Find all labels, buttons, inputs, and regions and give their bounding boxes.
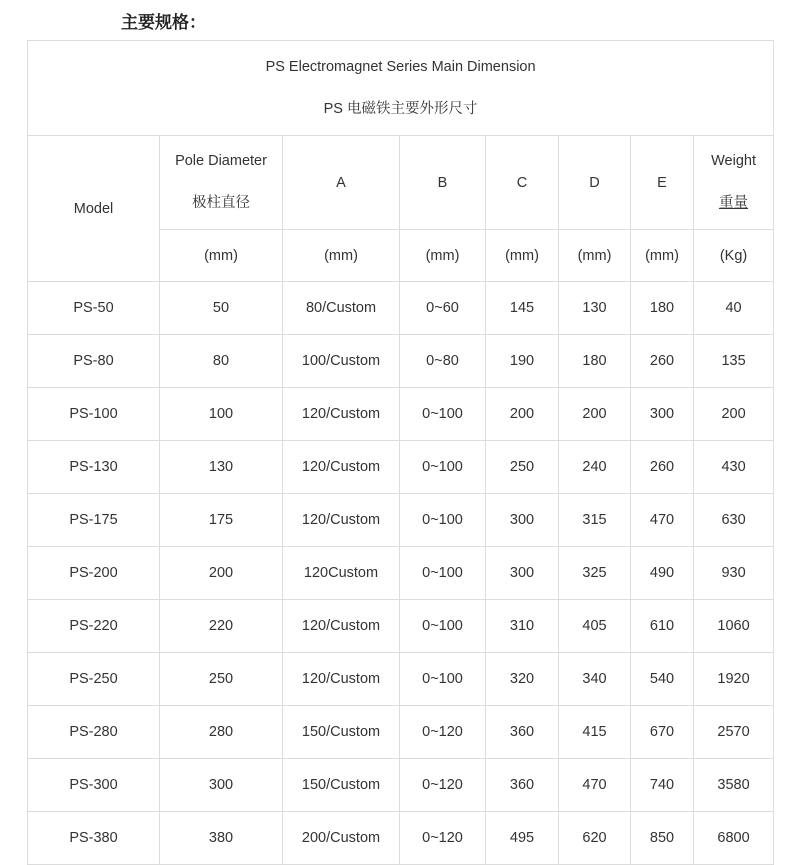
table-cell: 740 — [631, 759, 694, 812]
header-d: D — [559, 136, 631, 230]
table-cell: 360 — [486, 706, 559, 759]
table-cell: 0~120 — [400, 812, 486, 865]
table-cell: 180 — [559, 335, 631, 388]
table-cell: 0~100 — [400, 494, 486, 547]
table-cell: 145 — [486, 282, 559, 335]
header-pole-en: Pole Diameter — [175, 153, 267, 169]
table-cell: 200 — [486, 388, 559, 441]
table-cell: 100 — [160, 388, 283, 441]
table-cell: 300 — [486, 547, 559, 600]
table-cell: 470 — [631, 494, 694, 547]
table-row — [28, 282, 774, 335]
table-cell: 250 — [486, 441, 559, 494]
model-cell: PS-280 — [28, 706, 160, 759]
table-cell: 130 — [160, 441, 283, 494]
table-cell: 0~100 — [400, 600, 486, 653]
spec-table — [27, 40, 774, 865]
table-cell: 3580 — [694, 759, 774, 812]
table-cell: 200 — [160, 547, 283, 600]
table-row — [28, 706, 774, 759]
table-cell: 325 — [559, 547, 631, 600]
table-cell: 415 — [559, 706, 631, 759]
header-pole-diameter — [160, 136, 283, 230]
table-cell: 1060 — [694, 600, 774, 653]
table-row — [28, 653, 774, 706]
table-cell: 120/Custom — [283, 600, 400, 653]
table-row — [28, 441, 774, 494]
unit-cell: (mm) — [559, 230, 631, 282]
unit-cell: (mm) — [400, 230, 486, 282]
table-cell: 850 — [631, 812, 694, 865]
table-cell: 430 — [694, 441, 774, 494]
header-pole-cn: 极柱直径 — [192, 195, 250, 211]
table-cell: 0~100 — [400, 388, 486, 441]
table-cell: 315 — [559, 494, 631, 547]
table-row — [28, 335, 774, 388]
model-cell: PS-200 — [28, 547, 160, 600]
table-cell: 0~100 — [400, 547, 486, 600]
table-cell: 150/Custom — [283, 706, 400, 759]
table-cell: 80/Custom — [283, 282, 400, 335]
header-weight — [694, 136, 774, 230]
table-title — [28, 41, 774, 136]
unit-cell: (mm) — [486, 230, 559, 282]
table-cell: 0~120 — [400, 759, 486, 812]
table-cell: 320 — [486, 653, 559, 706]
table-title-en: PS Electromagnet Series Main Dimension — [265, 58, 536, 75]
table-cell: 120/Custom — [283, 388, 400, 441]
model-cell: PS-130 — [28, 441, 160, 494]
table-cell: 200/Custom — [283, 812, 400, 865]
table-cell: 200 — [559, 388, 631, 441]
table-cell: 120/Custom — [283, 494, 400, 547]
model-cell: PS-175 — [28, 494, 160, 547]
table-cell: 620 — [559, 812, 631, 865]
table-cell: 200 — [694, 388, 774, 441]
table-cell: 120Custom — [283, 547, 400, 600]
table-cell: 300 — [631, 388, 694, 441]
table-cell: 130 — [559, 282, 631, 335]
model-cell: PS-250 — [28, 653, 160, 706]
header-a: A — [283, 136, 400, 230]
table-cell: 670 — [631, 706, 694, 759]
table-cell: 490 — [631, 547, 694, 600]
header-weight-cn: 重量 — [719, 195, 749, 211]
table-cell: 610 — [631, 600, 694, 653]
table-cell: 300 — [160, 759, 283, 812]
table-cell: 0~100 — [400, 441, 486, 494]
header-weight-en: Weight — [711, 153, 756, 169]
table-cell: 1920 — [694, 653, 774, 706]
unit-cell: (mm) — [160, 230, 283, 282]
table-cell: 360 — [486, 759, 559, 812]
table-cell: 405 — [559, 600, 631, 653]
table-cell: 0~80 — [400, 335, 486, 388]
table-cell: 100/Custom — [283, 335, 400, 388]
model-cell: PS-50 — [28, 282, 160, 335]
header-c: C — [486, 136, 559, 230]
model-cell: PS-220 — [28, 600, 160, 653]
model-cell: PS-80 — [28, 335, 160, 388]
table-cell: 2570 — [694, 706, 774, 759]
table-cell: 120/Custom — [283, 653, 400, 706]
model-cell: PS-380 — [28, 812, 160, 865]
table-cell: 310 — [486, 600, 559, 653]
table-cell: 300 — [486, 494, 559, 547]
table-cell: 120/Custom — [283, 441, 400, 494]
header-model: Model — [28, 136, 160, 282]
table-cell: 175 — [160, 494, 283, 547]
table-cell: 260 — [631, 441, 694, 494]
table-row — [28, 759, 774, 812]
table-cell: 0~100 — [400, 653, 486, 706]
table-cell: 250 — [160, 653, 283, 706]
model-cell: PS-300 — [28, 759, 160, 812]
table-row — [28, 388, 774, 441]
table-cell: 930 — [694, 547, 774, 600]
section-heading: 主要规格： — [121, 13, 206, 33]
table-cell: 0~120 — [400, 706, 486, 759]
table-cell: 630 — [694, 494, 774, 547]
model-cell: PS-100 — [28, 388, 160, 441]
table-row — [28, 600, 774, 653]
table-cell: 0~60 — [400, 282, 486, 335]
table-cell: 135 — [694, 335, 774, 388]
header-e: E — [631, 136, 694, 230]
table-cell: 80 — [160, 335, 283, 388]
unit-cell: (Kg) — [694, 230, 774, 282]
table-cell: 240 — [559, 441, 631, 494]
table-row — [28, 494, 774, 547]
table-cell: 380 — [160, 812, 283, 865]
table-cell: 6800 — [694, 812, 774, 865]
table-cell: 260 — [631, 335, 694, 388]
unit-cell: (mm) — [283, 230, 400, 282]
header-b: B — [400, 136, 486, 230]
table-cell: 40 — [694, 282, 774, 335]
table-cell: 150/Custom — [283, 759, 400, 812]
table-cell: 495 — [486, 812, 559, 865]
table-cell: 340 — [559, 653, 631, 706]
table-cell: 470 — [559, 759, 631, 812]
table-cell: 180 — [631, 282, 694, 335]
table-title-cn: PS 电磁铁主要外形尺寸 — [323, 100, 478, 117]
table-cell: 50 — [160, 282, 283, 335]
table-cell: 220 — [160, 600, 283, 653]
unit-cell: (mm) — [631, 230, 694, 282]
table-row — [28, 812, 774, 865]
table-cell: 280 — [160, 706, 283, 759]
table-row — [28, 547, 774, 600]
table-cell: 540 — [631, 653, 694, 706]
table-cell: 190 — [486, 335, 559, 388]
